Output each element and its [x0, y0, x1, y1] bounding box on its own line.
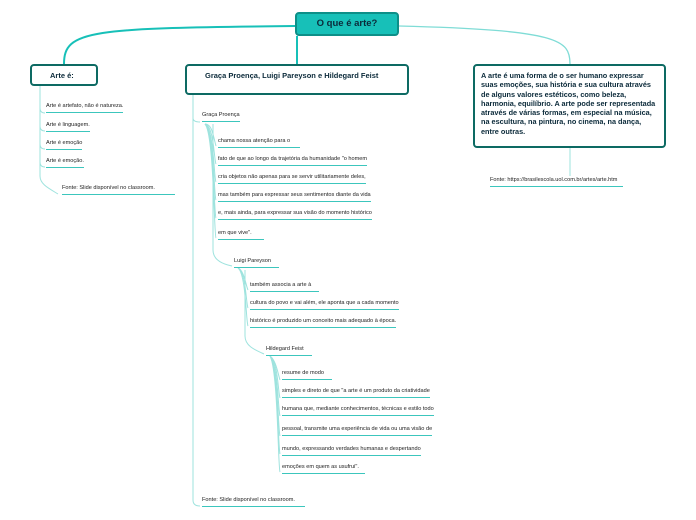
graca-line-6[interactable]: em que vive".: [218, 230, 264, 240]
hildegard-line-6[interactable]: emoções em quem as usufrui".: [282, 464, 365, 474]
arte-e-item-2[interactable]: Arte é linguagem.: [46, 122, 90, 132]
autores-source[interactable]: Fonte: Slide disponível no classroom.: [202, 497, 305, 507]
topic-definicao[interactable]: [473, 64, 666, 148]
hildegard-line-1[interactable]: resume de modo: [282, 370, 332, 380]
graca-proenca-label[interactable]: Graça Proença: [202, 112, 240, 122]
topic-autores[interactable]: [185, 64, 409, 95]
hildegard-line-3[interactable]: humana que, mediante conhecimentos, técnicas e estilo todo: [282, 406, 434, 416]
graca-line-5[interactable]: e, mais ainda, para expressar sua visão do momento histórico: [218, 210, 372, 220]
graca-line-4[interactable]: mas também para expressar seus sentimentos diante da vida: [218, 192, 371, 202]
arte-e-item-3[interactable]: Arte é emoção: [46, 140, 82, 150]
luigi-pareyson-label[interactable]: Luigi Pareyson: [234, 258, 279, 268]
topic-arte-e[interactable]: [30, 64, 98, 86]
luigi-line-3[interactable]: histórico é produzido um conceito mais adequado à época.: [250, 318, 396, 328]
arte-e-source[interactable]: Fonte: Slide disponível no classroom.: [62, 185, 175, 195]
topic-autores-label: Graça Proença, Luigi Pareyson e Hildegard Feist: [205, 71, 379, 80]
definicao-source[interactable]: Fonte: https://brasilescola.uol.com.br/artes/arte.htm: [490, 177, 623, 187]
hildegard-line-2[interactable]: simples e direto de que "a arte é um produto da criatividade: [282, 388, 430, 398]
definicao-text: A arte é uma forma de o ser humano expressar suas emoções, sua história e sua cultura através de alguns valores estéticos, como beleza, harmonia, equilíbrio. A arte pode ser representada através de várias formas, em especial na música, na escultura, na pintura, no cinema, na dança, entre outras.: [481, 71, 656, 136]
hildegard-line-5[interactable]: mundo, expressando verdades humanas e despertando: [282, 446, 421, 456]
root-node-title[interactable]: O que é arte?: [295, 12, 399, 36]
luigi-line-1[interactable]: também associa a arte à: [250, 282, 319, 292]
topic-arte-e-label: Arte é:: [50, 71, 74, 80]
graca-line-2[interactable]: fato de que ao longo da trajetória da humanidade "o homem: [218, 156, 367, 166]
arte-e-item-1[interactable]: Arte é artefato, não é natureza.: [46, 103, 123, 113]
graca-line-1[interactable]: chama nossa atenção para o: [218, 138, 300, 148]
graca-line-3[interactable]: cria objetos não apenas para se servir utilitariamente deles,: [218, 174, 366, 184]
arte-e-item-4[interactable]: Arte é emoção.: [46, 158, 84, 168]
luigi-line-2[interactable]: cultura do povo e vai além, ele aponta que a cada momento: [250, 300, 399, 310]
hildegard-feist-label[interactable]: Hildegard Feist: [266, 346, 312, 356]
hildegard-line-4[interactable]: pessoal, transmite uma experiência de vida ou uma visão de: [282, 426, 432, 436]
